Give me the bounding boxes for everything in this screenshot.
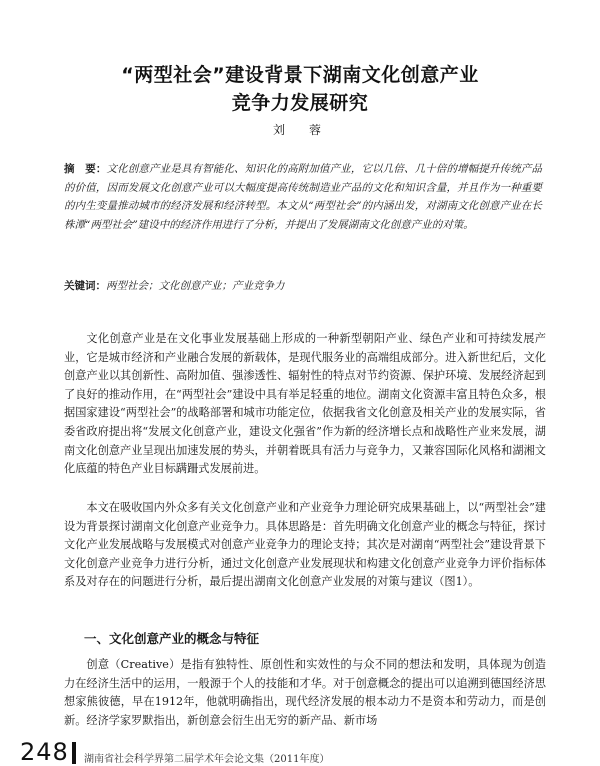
page-number: 248 (20, 738, 69, 766)
body-paragraph-1: 文化创意产业是在文化事业发展基础上形成的一种新型朝阳产业、绿色产业和可持续发展产业，它是城市经济和产业融合发展的新载体，是现代服务业的高端组成部分。进入新世纪后，文化创意产业以其创新性、高附加值、强渗透性、辐射性的特点对节约资源、保护环境、发展经济起到了良好的推动作用，在“两型社会”建设中具有举足轻重的地位。湖南文化资源丰富且特色众多，根据国家建设“两型社会”的战略部署和城市功能定位，依据我省文化创意及相关产业的发展实际，省委省政府提出将“发展文化创意产业，建设文化强省”作为新的经济增长点和战略性产业来发展，湖南文化创意产业呈现出加速发展的势头，并朝着既具有活力与竞争力，又兼容国际化风格和湖湘文化底蕴的特色产业目标蹒跚式发展前进。 (64, 332, 546, 476)
footer-divider-bar (72, 742, 76, 764)
abstract-label: 摘 要： (64, 163, 107, 175)
page-footer (20, 738, 580, 765)
body-paragraph-3: 创意（Creative）是指有独特性、原创性和实效性的与众不同的想法和发明，具体现为创造力在经济生活中的运用，一般源于个人的技能和才华。对于创意概念的提出可以追溯到德国经济思想家熊彼德，早在1912年，他就明确指出，现代经济发展的根本动力不是资本和劳动力，而是创新。经济学家罗默指出，新创意会衍生出无穷的新产品、新市场 (64, 658, 546, 727)
paper-title-line-1: “两型社会”建设背景下湖南文化创意产业 (121, 64, 479, 86)
section-heading: 一、文化创意产业的概念与特征 (84, 631, 260, 646)
author-name: 刘 蓉 (272, 123, 327, 137)
keywords-text: 两型社会；文化创意产业；产业竞争力 (106, 280, 285, 292)
journal-name: 湖南省社会科学界第二届学术年会论文集（2011年度） (84, 754, 330, 765)
paper-title-line-2: 竞争力发展研究 (231, 92, 369, 114)
body-paragraph-2: 本文在吸收国内外众多有关文化创意产业和产业竞争力理论研究成果基础上，以“两型社会”建设为背景探讨湖南文化创意产业竞争力。具体思路是：首先明确文化创意产业的概念与特征，探讨文化产业发展战略与发展模式对创意产业竞争力的理论支持；其次是对湖南“两型社会”建设背景下文化创意产业竞争力进行分析，通过文化创意产业发展现状和构建文化创意产业竞争力评价指标体系及对存在的问题进行分析，最后提出湖南文化创意产业发展的对策与建议（图1）。 (64, 501, 546, 589)
abstract-text: 文化创意产业是具有智能化、知识化的高附加值产业，它以几倍、几十倍的增幅提升传统产品的价值，因而发展文化创意产业可以大幅度提高传统制造业产品的文化和知识含量，并且作为一种重要的内生变量推动城市的经济发展和经济转型。本文从“两型社会”的内涵出发，对湖南文化创意产业在长株潭“两型社会”建设中的经济作用进行了分析，并提出了发展湖南文化创意产业的对策。 (64, 163, 542, 231)
abstract (64, 160, 542, 234)
keywords (64, 277, 542, 295)
keywords-label: 关键词： (64, 280, 106, 292)
